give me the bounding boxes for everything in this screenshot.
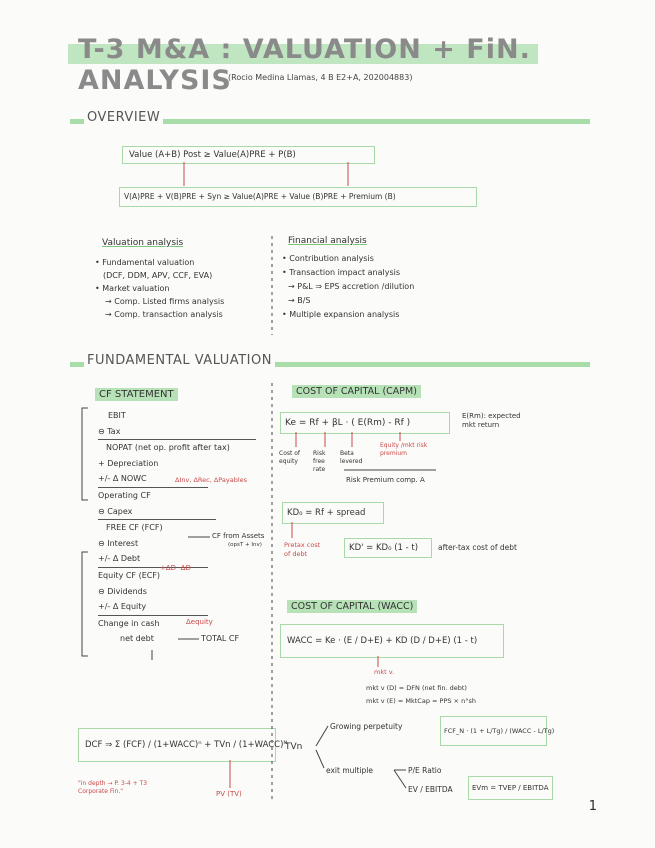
cf-line: Operating CF	[98, 487, 208, 504]
value-equation-box: Value (A+B) Post ≥ Value(A)PRE + P(B)	[122, 146, 375, 164]
cf-statement-title: CF STATEMENT	[95, 388, 178, 401]
list-item: mkt v (E) = MktCap = PPS × n°sh	[366, 697, 476, 705]
list-item: → B/S	[288, 296, 311, 305]
list-item: mkt v (D) = DFN (net fin. debt)	[366, 684, 467, 692]
list-item: → Comp. Listed firms analysis	[105, 297, 225, 306]
list-item: • Market valuation	[95, 284, 170, 293]
list-item: (DCF, DDM, APV, CCF, EVA)	[103, 271, 213, 280]
pe-ratio-label: P/E Ratio	[408, 766, 442, 775]
total-cf-note: TOTAL CF	[201, 634, 240, 643]
pv-tv-label: PV (TV)	[216, 790, 242, 798]
tv-label: TVn	[285, 742, 303, 752]
cf-line: + Depreciation	[98, 458, 159, 468]
cf-line: ⊖ Dividends	[98, 586, 147, 596]
cf-line: ⊖ Tax	[98, 426, 121, 436]
cf-line: +/- Δ NOWC	[98, 474, 147, 484]
dcf-equation-box: DCF ⇒ Σ (FCF) / (1+WACC)ⁿ + TVn / (1+WACC)ᴺ	[78, 728, 276, 762]
list-item: • Fundamental valuation	[95, 258, 195, 267]
cf-line: ⊖ Interest	[98, 538, 139, 548]
cf-line: ⊖ Capex	[98, 506, 133, 516]
fundamental-heading: FUNDAMENTAL VALUATION	[84, 353, 275, 368]
exit-multiple-label: exit multiple	[326, 766, 373, 775]
risk-premium-label: Risk Premium comp. A	[346, 476, 425, 484]
capm-equation-box: Ke = Rf + βL · ( E(Rm) - Rf )	[280, 412, 450, 434]
growing-perpetuity-box: FCF_N · (1 + L/Tg) / (WACC - L/Tg)	[440, 716, 547, 746]
ev-equation-box: EVm = TVEP / EBITDA	[468, 776, 553, 800]
cf-line: Equity CF (ECF)	[98, 567, 208, 584]
debt-note: +ΔD -ΔD	[160, 564, 191, 572]
after-tax-note: after-tax cost of debt	[438, 543, 517, 552]
fcf-note: CF from Assets	[212, 532, 265, 540]
kd-equation-box: KD₀ = Rf + spread	[282, 502, 384, 524]
kd-after-tax-box: KD' = KD₀ (1 - t)	[344, 538, 432, 558]
equity-note: Δequity	[186, 618, 213, 626]
page-title: T-3 M&A : VALUATION + FiN. ANALYSIS	[78, 34, 531, 96]
equity-premium-label: Equity /mkt risk premium	[380, 442, 428, 457]
cost-of-equity-label: Cost of equity	[279, 450, 301, 465]
cf-line: net debt	[120, 634, 154, 644]
wacc-title: COST OF CAPITAL (WACC)	[287, 600, 417, 613]
ev-ebitda-label: EV / EBITDA	[408, 785, 453, 794]
overview-heading: OVERVIEW	[84, 110, 163, 125]
list-item: • Contribution analysis	[282, 254, 374, 263]
valuation-analysis-title: Valuation analysis	[102, 238, 184, 248]
wacc-equation-box: WACC = Ke · (E / D+E) + KD (D / D+E) (1 - t)	[280, 624, 504, 658]
synergy-equation-box: V(A)PRE + V(B)PRE + Syn ≥ Value(A)PRE + Value (B)PRE + Premium (B)	[119, 187, 477, 207]
page-number: 1	[588, 799, 597, 814]
author-subtitle: (Rocio Medina Llamas, 4 B E2+A, 202004883)	[228, 73, 413, 82]
list-item: • Multiple expansion analysis	[282, 310, 400, 319]
capm-title: COST OF CAPITAL (CAPM)	[292, 385, 421, 398]
cf-line: +/- Δ Debt	[98, 554, 141, 564]
risk-free-label: Risk free rate	[313, 450, 326, 473]
list-item: → P&L ⇒ EPS accretion /dilution	[288, 282, 415, 291]
cf-line: FREE CF (FCF)	[98, 519, 216, 536]
beta-levered-label: Beta levered	[340, 450, 363, 465]
mkt-v-label: mkt v.	[374, 668, 395, 676]
list-item: • Transaction impact analysis	[282, 268, 401, 277]
cf-line: EBIT	[108, 411, 126, 420]
financial-analysis-title: Financial analysis	[288, 236, 367, 246]
growing-perpetuity-label: Growing perpetuity	[330, 722, 403, 731]
cf-line: NOPAT (net op. profit after tax)	[98, 439, 256, 456]
list-item: → Comp. transaction analysis	[105, 310, 223, 319]
nowc-note: ΔInv, ΔRec, ΔPayables	[175, 476, 248, 484]
cf-line: +/- Δ Equity	[98, 602, 147, 612]
capm-market-note: E(Rm): expected mkt return	[462, 412, 521, 429]
depth-note: "in depth → P. 3-4 + T3 Corporate Fin."	[78, 780, 148, 795]
cf-line: Change in cash	[98, 615, 208, 632]
fcf-note-detail: (opsT + Inv)	[228, 542, 262, 548]
pretax-cost-of-debt-label: Pretax cost of debt	[284, 541, 321, 558]
